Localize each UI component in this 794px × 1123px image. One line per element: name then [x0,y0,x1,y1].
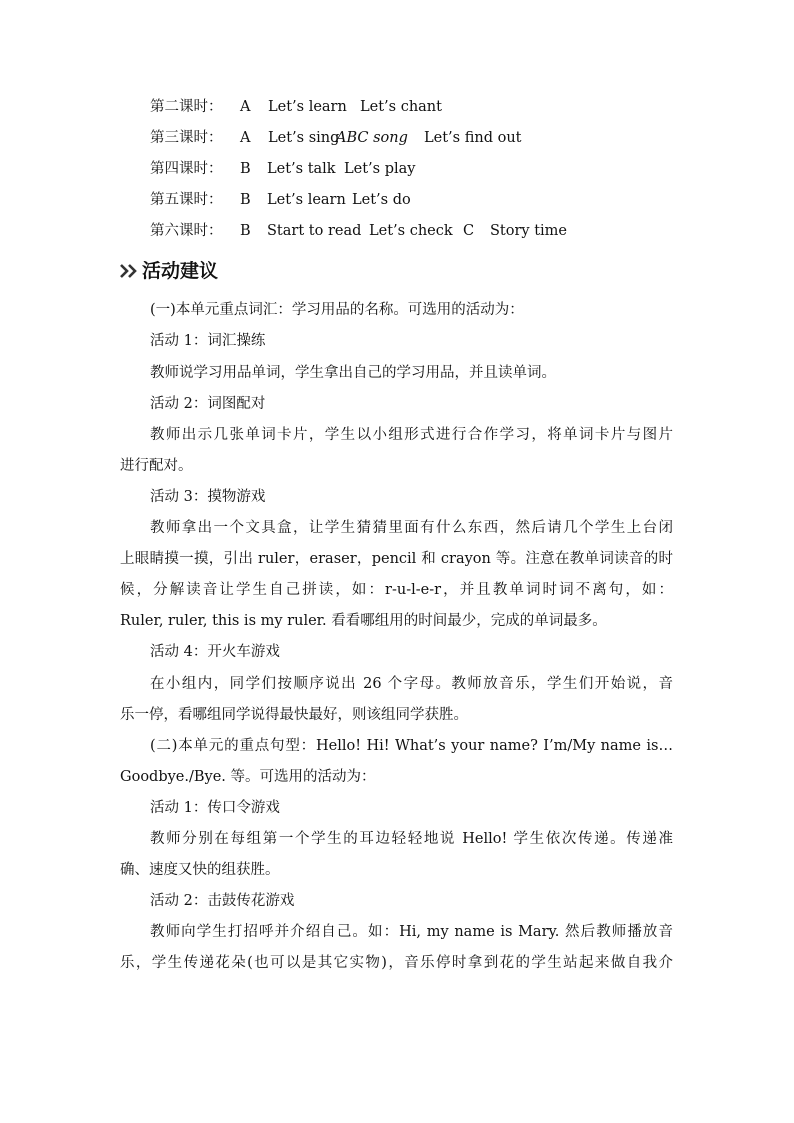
body-line: 乐，学生传递花朵(也可以是其它实物)，音乐停时拿到花的学生站起来做自我介 [120,955,673,971]
section-heading [120,256,218,286]
lesson-part: Let’s do [352,192,411,208]
lesson-part: Start to read [267,223,362,239]
lesson-label: 第四课时： [150,161,223,177]
body-line: 教师说学习用品单词，学生拿出自己的学习用品，并且读单词。 [150,365,556,381]
body-line: 活动 3：摸物游戏 [150,489,266,505]
body-line: 确、速度又快的组获胜。 [120,862,280,878]
body-line: 在小组内，同学们按顺序说出 26 个字母。教师放音乐，学生们开始说，音 [150,676,673,692]
lesson-part: Let’s find out [424,130,522,146]
lesson-part: Let’s check [369,223,453,239]
body-line: 进行配对。 [120,458,193,474]
body-line: Ruler, ruler, this is my ruler. 看看哪组用的时间最少，完成的单词最多。 [120,613,607,629]
body-line: 教师分别在每组第一个学生的耳边轻轻地说 Hello! 学生依次传递。传递准 [150,831,673,847]
lesson-part-italic: ABC song [336,130,408,146]
lesson-label: 第五课时： [150,192,223,208]
body-line: 教师拿出一个文具盒，让学生猜猜里面有什么东西，然后请几个学生上台闭 [150,520,673,536]
lesson-part: A [240,99,251,115]
lesson-part: Let’s sing [268,130,340,146]
body-line: 活动 1：词汇操练 [150,333,266,349]
lesson-part: Story time [490,223,568,239]
lesson-part: Let’s talk [267,161,336,177]
body-line: (二)本单元的重点句型：Hello! Hi! What’s your name? I’m/My name is… [150,738,673,754]
lesson-label: 第六课时： [150,223,223,239]
body-line: Goodbye./Bye. 等。可选用的活动为： [120,769,376,785]
body-line: 教师出示几张单词卡片，学生以小组形式进行合作学习，将单词卡片与图片 [150,427,673,443]
body-line: 上眼睛摸一摸，引出 ruler，eraser，pencil 和 crayon 等。注意在教单词读音的时 [120,551,673,567]
body-line: 活动 2：击鼓传花游戏 [150,893,295,909]
lesson-part: B [240,192,251,208]
lesson-label: 第三课时： [150,130,223,146]
body-line: 活动 2：词图配对 [150,396,266,412]
lesson-part: B [240,223,251,239]
double-chevron-icon [120,264,140,278]
lesson-part: C [463,223,475,239]
lesson-part: B [240,161,251,177]
lesson-part: Let’s learn [267,192,346,208]
body-line: 活动 1：传口令游戏 [150,800,280,816]
lesson-part: Let’s learn [268,99,347,115]
body-line: (一)本单元重点词汇：学习用品的名称。可选用的活动为： [150,302,524,318]
lesson-part: Let’s play [344,161,416,177]
body-line: 乐一停，看哪组同学说得最快最好，则该组同学获胜。 [120,707,468,723]
body-line: 候，分解读音让学生自己拼读，如：r-u-l-e-r，并且教单词时词不离句，如： [120,582,673,598]
body-line: 教师向学生打招呼并介绍自己。如：Hi, my name is Mary. 然后教师播放音 [150,924,673,940]
lesson-part: Let’s chant [360,99,442,115]
lesson-label: 第二课时： [150,99,223,115]
lesson-part: A [240,130,251,146]
section-heading-text: 活动建议 [142,260,219,282]
body-line: 活动 4：开火车游戏 [150,644,280,660]
